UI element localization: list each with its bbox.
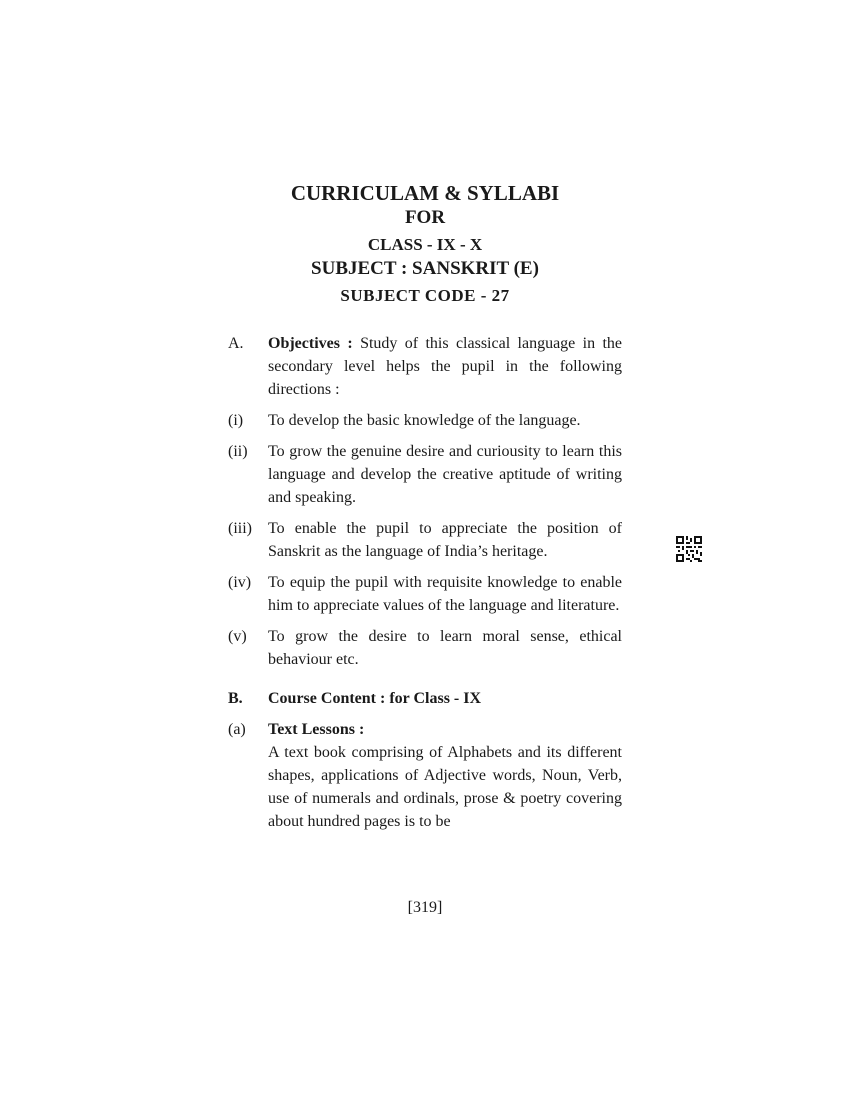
objective-item xyxy=(228,409,622,432)
objective-label: (iv) xyxy=(228,574,252,591)
section-a-label: A. xyxy=(228,335,244,352)
objective-label: (v) xyxy=(228,628,247,645)
section-a-intro: Study of this classical language in the secondary level helps the pupil in the following directions : xyxy=(268,335,623,398)
document-header xyxy=(0,180,850,309)
title-line-2: FOR xyxy=(404,207,446,228)
section-b xyxy=(228,687,622,710)
objective-label: (ii) xyxy=(228,443,248,460)
objective-label: (i) xyxy=(228,412,244,429)
subject-code-line: SUBJECT CODE - 27 xyxy=(340,286,510,305)
subject-line: SUBJECT : SANSKRIT (E) xyxy=(311,258,539,279)
section-b-sub-heading: Text Lessons : xyxy=(268,721,365,738)
objective-text: To grow the genuine desire and curiousity to learn this language and develop the creative aptitude of writing and speaking. xyxy=(268,443,622,506)
section-b-heading: Course Content : for Class - IX xyxy=(268,690,482,707)
objective-item xyxy=(228,571,622,617)
objective-item xyxy=(228,440,622,509)
objective-text: To enable the pupil to appreciate the position of Sanskrit as the language of India’s heritage. xyxy=(268,520,622,560)
page-number: [319] xyxy=(407,899,443,916)
section-b-sub-content xyxy=(268,718,622,833)
section-b-label: B. xyxy=(228,690,243,707)
section-a-text xyxy=(268,332,622,401)
class-line: CLASS - IX - X xyxy=(367,235,483,254)
qr-code-icon xyxy=(676,536,702,562)
objective-item xyxy=(228,625,622,671)
objective-text: To grow the desire to learn moral sense, ethical behaviour etc. xyxy=(268,628,622,668)
objective-label: (iii) xyxy=(228,520,252,537)
section-a xyxy=(228,332,622,401)
title-line-1: CURRICULAM & SYLLABI xyxy=(290,181,560,205)
section-a-heading: Objectives : xyxy=(268,335,353,352)
document-body xyxy=(228,332,622,841)
objective-text: To develop the basic knowledge of the language. xyxy=(268,412,581,429)
objective-text: To equip the pupil with requisite knowledge to enable him to appreciate values of the language and literature. xyxy=(268,574,622,614)
objective-item xyxy=(228,517,622,563)
section-b-sub-text: A text book comprising of Alphabets and its different shapes, applications of Adjective words, Noun, Verb, use of numerals and ordinals, prose & poetry covering about hundred pages is to be xyxy=(268,744,622,830)
section-b-sub xyxy=(228,718,622,833)
section-b-sub-label: (a) xyxy=(228,721,246,738)
